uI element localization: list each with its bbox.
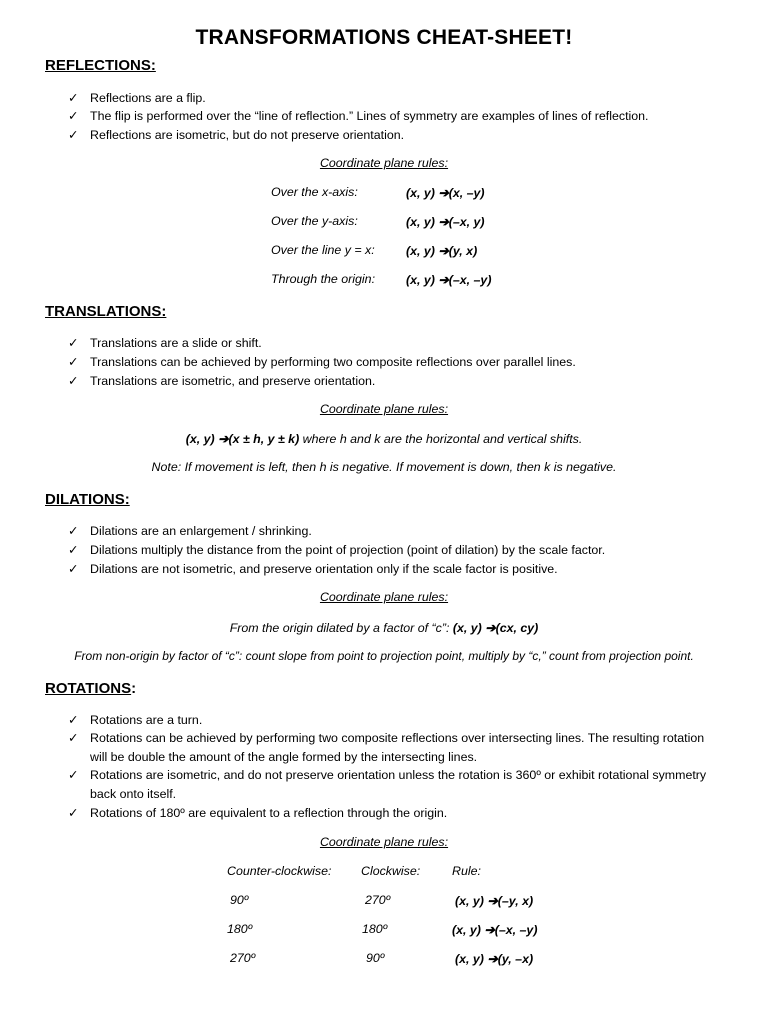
- table-cell-rule: (x, y) ➔(–x, –y): [452, 923, 538, 937]
- check-icon: ✓: [68, 355, 79, 369]
- table-cell-rule: (x, y) ➔(–y, x): [455, 894, 534, 908]
- rule-label: Through the origin:: [271, 272, 376, 286]
- check-icon: ✓: [68, 562, 79, 576]
- section-heading-dilations: DILATIONS:: [45, 491, 130, 508]
- list-item: ✓ Translations are isometric, and preserve orientation.: [68, 372, 718, 391]
- list-item: ✓ Rotations can be achieved by performing two composite reflections over intersecting lines. The resulting rotation will be double the amount of the angle formed by the intersecting lines.: [68, 731, 705, 764]
- translation-rule: (x, y) ➔(x ± h, y ± k) where h and k are the horizontal and vertical shifts.: [185, 432, 583, 446]
- table-cell-rule: (x, y) ➔(y, –x): [455, 952, 534, 966]
- list-item: ✓ Translations are a slide or shift.: [68, 334, 718, 353]
- check-icon: ✓: [68, 768, 79, 782]
- translation-note: Note: If movement is left, then h is negative. If movement is down, then k is negative.: [151, 460, 617, 474]
- section-heading-translations: TRANSLATIONS:: [45, 303, 167, 320]
- coordinate-rules-heading: Coordinate plane rules:: [319, 590, 449, 604]
- rule-label: Over the y-axis:: [271, 214, 358, 228]
- rule-formula: (x, y) ➔(x, –y): [406, 186, 485, 200]
- check-icon: ✓: [68, 374, 79, 388]
- check-icon: ✓: [68, 128, 79, 142]
- table-header-rule: Rule:: [452, 864, 481, 878]
- table-cell-ccw: 180º: [227, 922, 253, 936]
- check-icon: ✓: [68, 524, 79, 538]
- check-icon: ✓: [68, 109, 79, 123]
- coordinate-rules-heading: Coordinate plane rules:: [319, 156, 449, 170]
- list-item: ✓ Rotations of 180º are equivalent to a reflection through the origin.: [68, 804, 718, 823]
- table-cell-cw: 90º: [366, 951, 385, 965]
- list-item: ✓ Reflections are a flip.: [68, 89, 718, 108]
- table-cell-ccw: 270º: [230, 951, 256, 965]
- page-title: TRANSFORMATIONS CHEAT-SHEET!: [195, 26, 573, 49]
- dilation-origin-rule: From the origin dilated by a factor of “c”: (x, y) ➔(cx, cy): [229, 621, 539, 635]
- list-item: ✓ Reflections are isometric, but do not preserve orientation.: [68, 126, 718, 145]
- rule-label: Over the x-axis:: [271, 185, 358, 199]
- table-cell-cw: 180º: [362, 922, 388, 936]
- table-cell-ccw: 90º: [230, 893, 249, 907]
- table-header-cw: Clockwise:: [361, 864, 421, 878]
- list-item: ✓ Rotations are isometric, and do not preserve orientation unless the rotation is 360º or exhibit rotational symmetry back onto itself.: [68, 768, 707, 801]
- check-icon: ✓: [68, 713, 79, 727]
- check-icon: ✓: [68, 336, 79, 350]
- list-item: ✓ Dilations are not isometric, and preserve orientation only if the scale factor is positive.: [68, 560, 718, 579]
- coordinate-rules-heading: Coordinate plane rules:: [319, 402, 449, 416]
- rule-formula: (x, y) ➔(–x, –y): [406, 273, 492, 287]
- list-item: ✓ Dilations multiply the distance from the point of projection (point of dilation) by the scale factor.: [68, 541, 718, 560]
- table-cell-cw: 270º: [365, 893, 391, 907]
- coordinate-rules-heading: Coordinate plane rules:: [319, 835, 449, 849]
- rule-formula: (x, y) ➔(–x, y): [406, 215, 485, 229]
- table-header-ccw: Counter-clockwise:: [227, 864, 332, 878]
- check-icon: ✓: [68, 543, 79, 557]
- check-icon: ✓: [68, 91, 79, 105]
- rule-label: Over the line y = x:: [271, 243, 375, 257]
- list-item: ✓ Translations can be achieved by performing two composite reflections over parallel lines.: [68, 353, 718, 372]
- list-item: ✓ The flip is performed over the “line of reflection.” Lines of symmetry are examples of lines of reflection.: [68, 107, 718, 126]
- list-item: ✓ Rotations are a turn.: [68, 711, 718, 730]
- rule-formula: (x, y) ➔(y, x): [406, 244, 478, 258]
- section-heading-rotations: ROTATIONS:: [45, 680, 137, 697]
- check-icon: ✓: [68, 806, 79, 820]
- list-item: ✓ Dilations are an enlargement / shrinking.: [68, 522, 718, 541]
- section-heading-reflections: REFLECTIONS:: [45, 57, 156, 74]
- check-icon: ✓: [68, 731, 79, 745]
- dilation-non-origin-note: From non-origin by factor of “c”: count slope from point to projection point, multiply by “c,” count from projection point.: [74, 649, 694, 663]
